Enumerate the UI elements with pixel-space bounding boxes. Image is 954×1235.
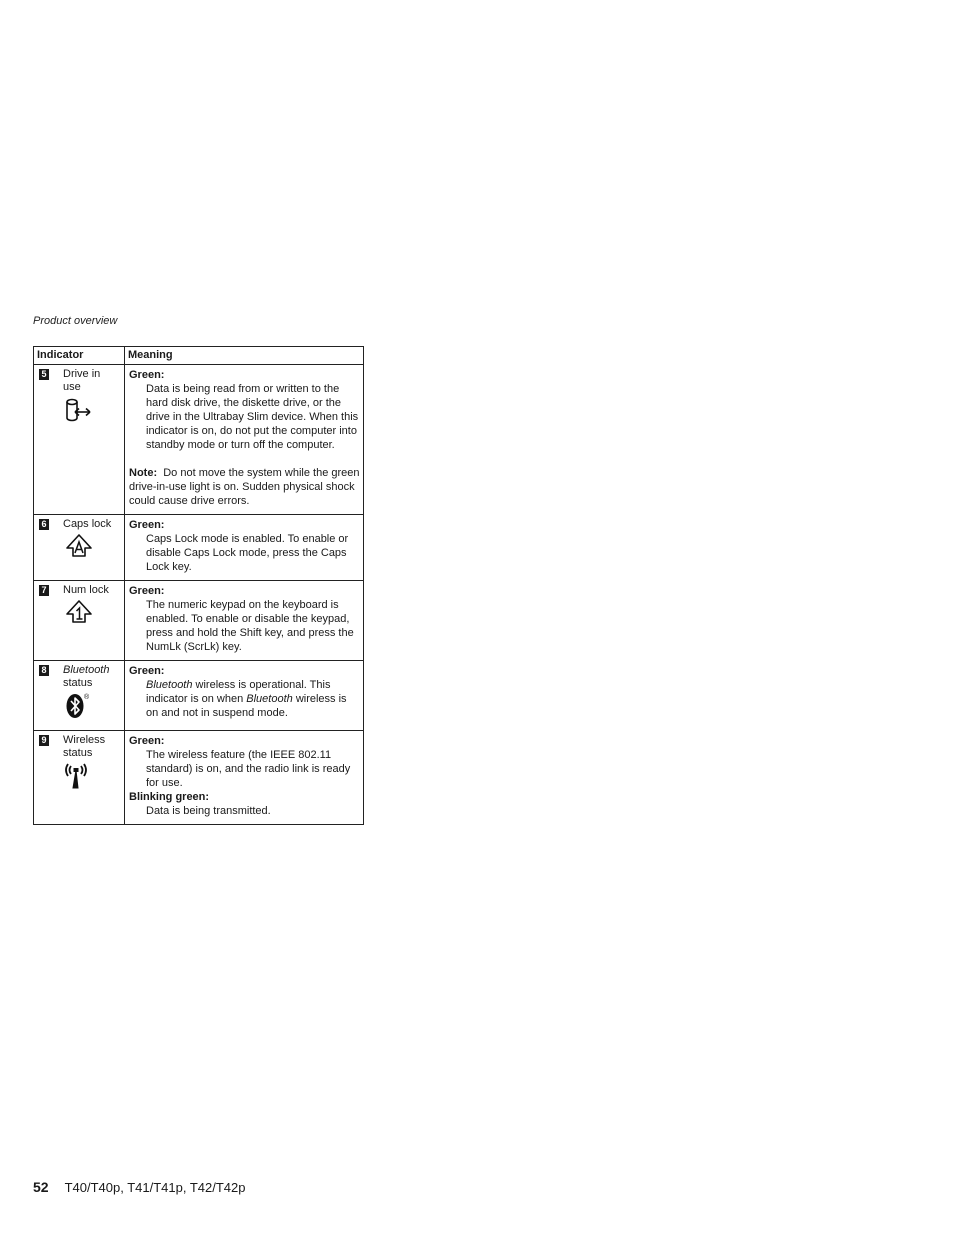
page-footer [33,1179,246,1195]
callout-number: 8 [39,665,49,676]
caps-lock-icon [64,533,111,563]
indicator-cell [34,661,125,731]
model-text: T40/T40p, T41/T41p, T42/T42p [64,1180,246,1195]
definition: Caps Lock mode is enabled. To enable or disable Caps Lock mode, press the Caps Lock key. [146,533,349,573]
running-header: Product overview [33,315,118,327]
definition: Data is being transmitted. [146,805,271,817]
indicator-label: Num lock [63,584,109,596]
indicator-cell [34,365,125,515]
term-green: Green: [129,519,165,531]
note-text: Do not move the system while the green drive-in-use light is on. Sudden physical shock could cause drive errors. [129,467,360,507]
bluetooth-term: Bluetooth [146,679,193,691]
table-row [34,581,364,661]
definition: Data is being read from or written to the hard disk drive, the diskette drive, or the drive in the Ultrabay Slim device. When this indicator is on, do not put the computer into standby mode or turn off the computer. [146,383,359,451]
indicator-cell [34,731,125,825]
svg-text:®: ® [84,694,90,701]
term-blinking-green: Blinking green: [129,791,210,803]
note-label: Note: [129,467,158,479]
definition: The numeric keypad on the keyboard is enabled. To enable or disable the keypad, press and hold the Shift key, and press the NumLk (ScrLk) key. [146,599,354,653]
wireless-antenna-icon [64,762,121,794]
table-row [34,661,364,731]
bluetooth-term: Bluetooth [246,693,293,705]
callout-number: 6 [39,519,49,530]
indicator-cell [34,581,125,661]
column-header-meaning: Meaning [125,347,364,365]
table-header-row [34,347,364,365]
callout-number: 5 [39,369,49,380]
num-lock-icon [64,599,109,629]
term-green: Green: [129,665,165,677]
indicator-table [33,346,364,825]
meaning-cell [125,515,364,581]
callout-number: 9 [39,735,49,746]
definition [146,678,360,720]
indicator-label: Caps lock [63,518,112,530]
bluetooth-icon [64,692,109,724]
meaning-cell [125,661,364,731]
term-green: Green: [129,585,165,597]
meaning-cell [125,581,364,661]
table-row [34,515,364,581]
drive-in-use-icon [64,396,121,430]
column-header-indicator: Indicator [34,347,125,365]
definition-text: wireless is operational. This indicator is on when [146,679,331,705]
table-row [34,365,364,515]
term-green: Green: [129,369,165,381]
note [129,466,360,508]
indicator-label: Drive in use [63,368,101,393]
table-row [34,731,364,825]
indicator-label: Bluetooth [63,664,110,676]
page-number: 52 [33,1179,49,1195]
callout-number: 7 [39,585,49,596]
indicator-cell [34,515,125,581]
indicator-label-secondary: status [63,677,93,689]
indicator-label: Wireless status [63,734,106,759]
definition-text: wireless is on and not in suspend mode. [146,693,347,719]
definition: The wireless feature (the IEEE 802.11 standard) is on, and the radio link is ready for use. [146,749,351,789]
term-green: Green: [129,735,165,747]
meaning-cell [125,365,364,515]
meaning-cell [125,731,364,825]
